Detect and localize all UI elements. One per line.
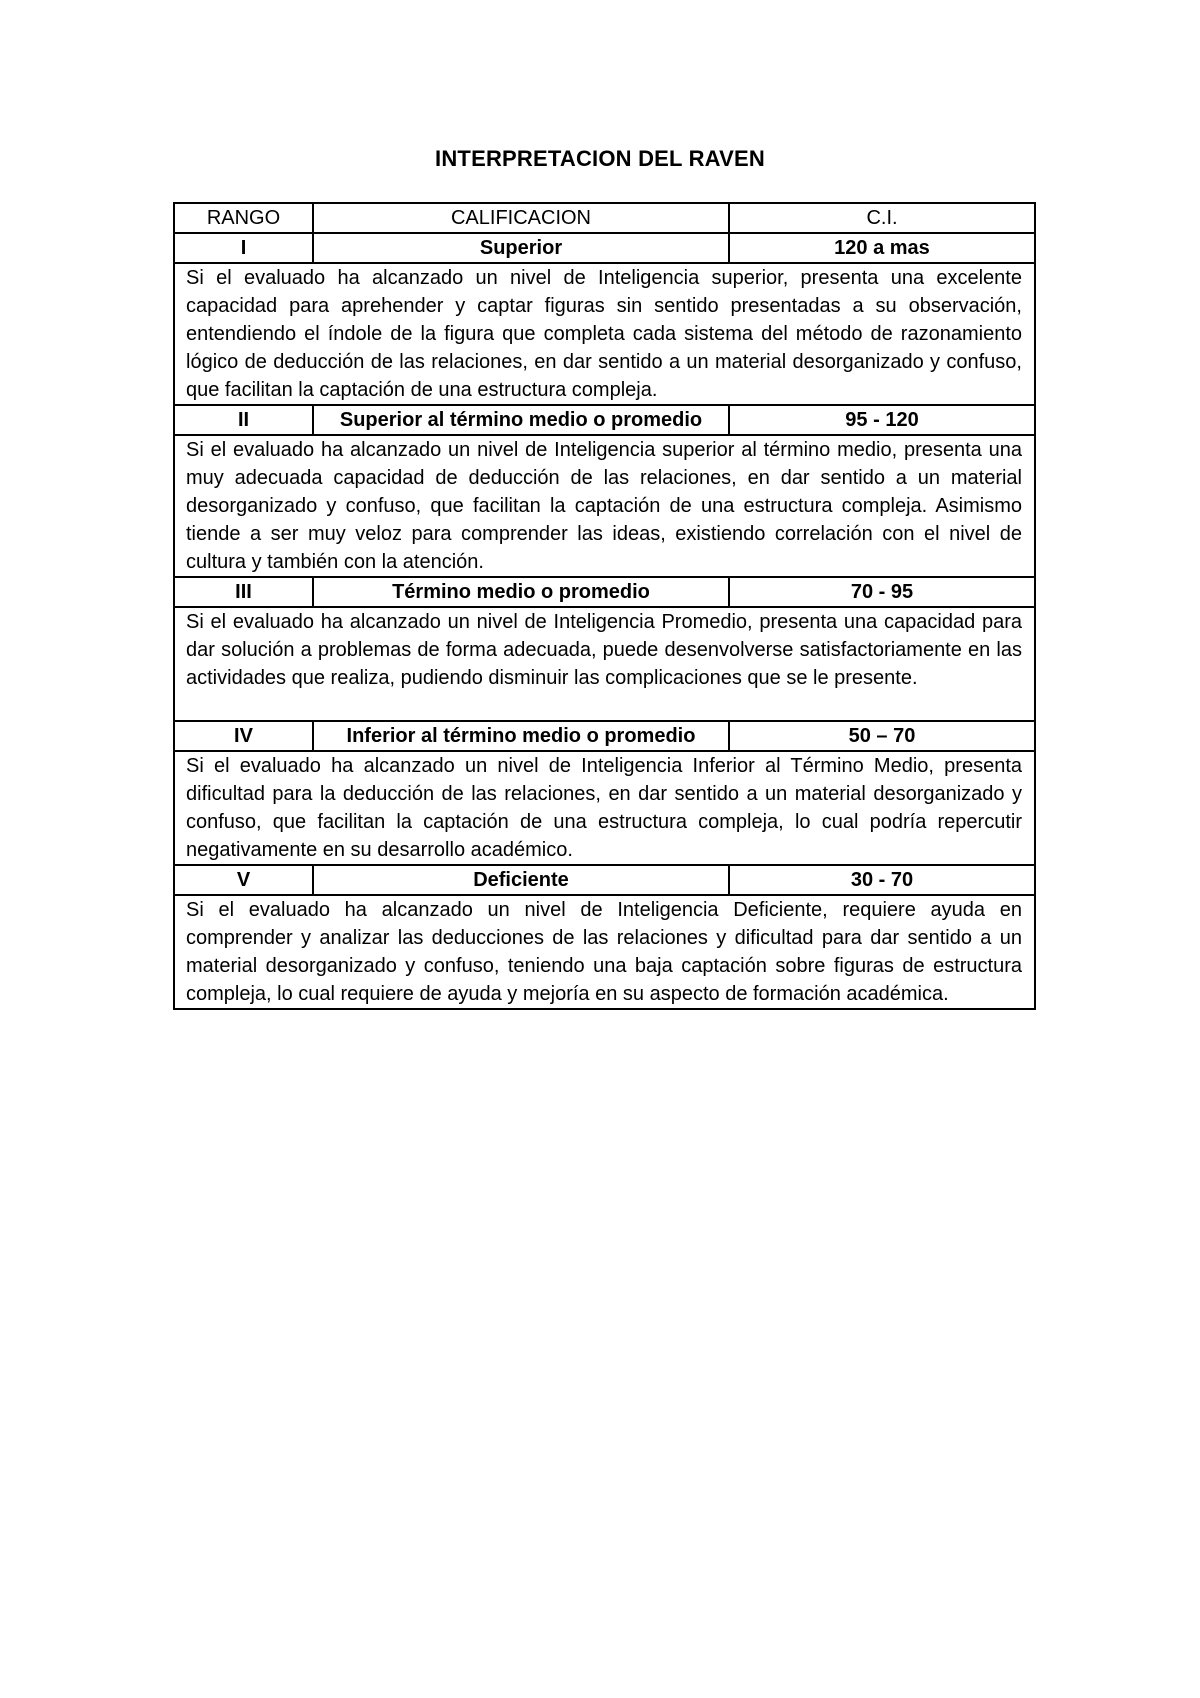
table-row [174, 577, 1035, 607]
calificacion-cell: Deficiente [313, 865, 729, 895]
description-row [174, 607, 1035, 721]
raven-interpretation-table [173, 202, 1036, 1010]
ci-cell: 30 - 70 [729, 865, 1035, 895]
header-calificacion: CALIFICACION [313, 203, 729, 233]
calificacion-cell: Superior [313, 233, 729, 263]
description-cell: Si el evaluado ha alcanzado un nivel de Inteligencia superior al término medio, presenta una muy adecuada capacidad de deducción de las relaciones, en dar sentido a un material desorganizado y confuso, que facilitan la captación de una estructura compleja. Asimismo tiende a ser muy veloz para comprender las ideas, existiendo correlación con el nivel de cultura y también con la atención. [174, 435, 1035, 577]
rango-cell: I [174, 233, 313, 263]
calificacion-cell: Inferior al término medio o promedio [313, 721, 729, 751]
rango-cell: IV [174, 721, 313, 751]
table-row [174, 721, 1035, 751]
description-cell: Si el evaluado ha alcanzado un nivel de Inteligencia Inferior al Término Medio, presenta dificultad para la deducción de las relaciones, en dar sentido a un material desorganizado y confuso, que facilitan la captación de una estructura compleja, lo cual podría repercutir negativamente en su desarrollo académico. [174, 751, 1035, 865]
calificacion-cell: Término medio o promedio [313, 577, 729, 607]
description-row [174, 895, 1035, 1009]
description-row [174, 435, 1035, 577]
table-row [174, 865, 1035, 895]
calificacion-cell: Superior al término medio o promedio [313, 405, 729, 435]
description-cell: Si el evaluado ha alcanzado un nivel de Inteligencia superior, presenta una excelente capacidad para aprehender y captar figuras sin sentido presentadas a su observación, entendiendo el índole de la figura que completa cada sistema del método de razonamiento lógico de deducción de las relaciones, en dar sentido a un material desorganizado y confuso, que facilitan la captación de una estructura compleja. [174, 263, 1035, 405]
header-rango: RANGO [174, 203, 313, 233]
description-cell: Si el evaluado ha alcanzado un nivel de Inteligencia Promedio, presenta una capacidad para dar solución a problemas de forma adecuada, puede desenvolverse satisfactoriamente en las actividades que realiza, pudiendo disminuir las complicaciones que se le presente. [174, 607, 1035, 721]
table-header-row [174, 203, 1035, 233]
rango-cell: II [174, 405, 313, 435]
ci-cell: 50 – 70 [729, 721, 1035, 751]
table-row [174, 233, 1035, 263]
description-row [174, 263, 1035, 405]
description-row [174, 751, 1035, 865]
page-title: INTERPRETACION DEL RAVEN [435, 146, 765, 171]
ci-cell: 120 a mas [729, 233, 1035, 263]
table-row [174, 405, 1035, 435]
header-ci: C.I. [729, 203, 1035, 233]
ci-cell: 70 - 95 [729, 577, 1035, 607]
description-cell: Si el evaluado ha alcanzado un nivel de Inteligencia Deficiente, requiere ayuda en comprender y analizar las deducciones de las relaciones y dificultad para dar sentido a un material desorganizado y confuso, teniendo una baja captación sobre figuras de estructura compleja, lo cual requiere de ayuda y mejoría en su aspecto de formación académica. [174, 895, 1035, 1009]
ci-cell: 95 - 120 [729, 405, 1035, 435]
rango-cell: V [174, 865, 313, 895]
rango-cell: III [174, 577, 313, 607]
